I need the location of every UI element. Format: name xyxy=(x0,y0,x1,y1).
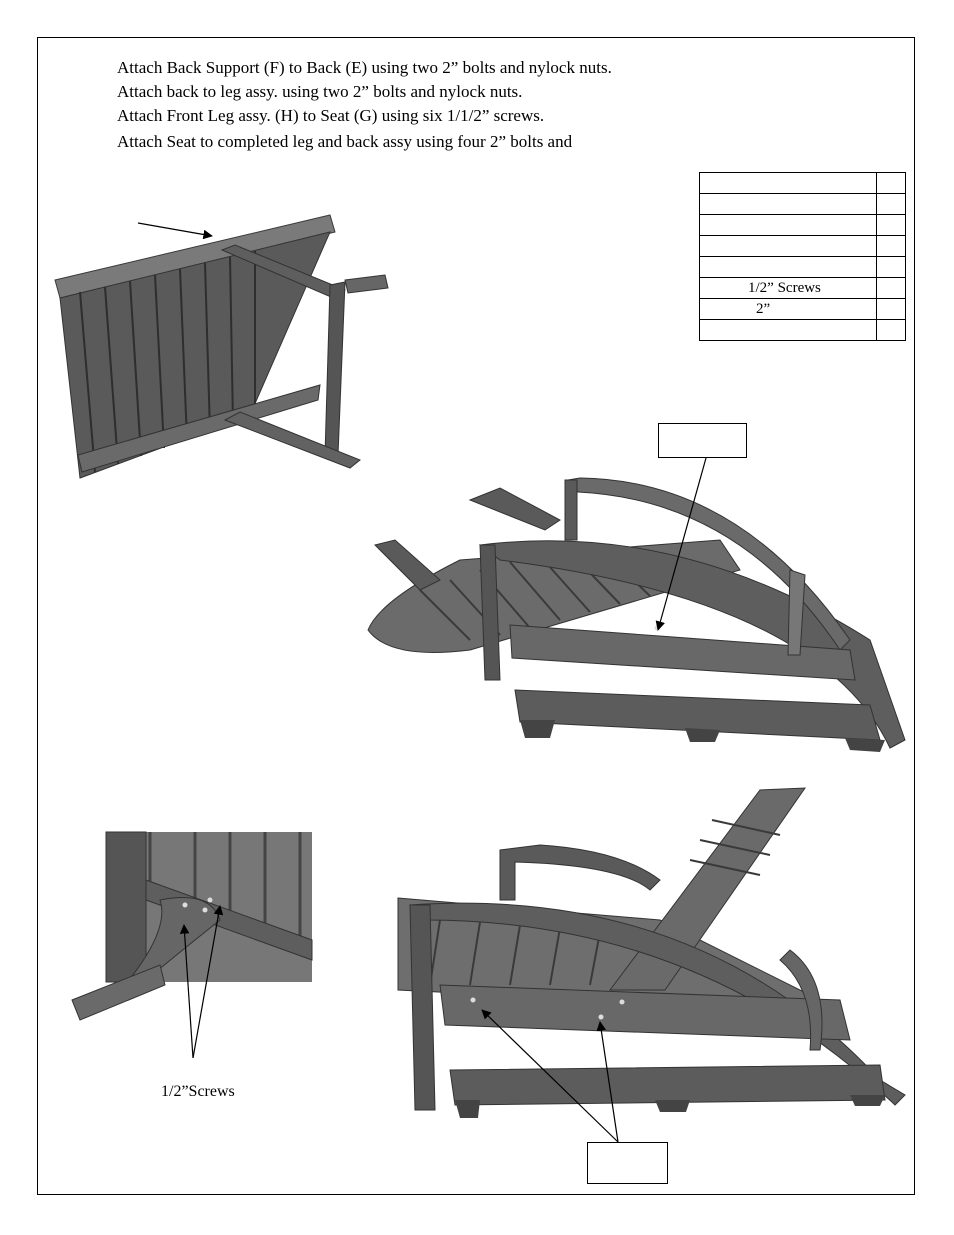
screws-label: 1/2”Screws xyxy=(161,1083,235,1100)
back-assembly-image xyxy=(55,215,388,478)
instruction-line-2: Attach back to leg assy. using two 2” bolts and nylock nuts. xyxy=(117,82,523,101)
instruction-line-4: Attach Seat to completed leg and back assy using four 2” bolts and xyxy=(117,132,573,151)
front-leg-closeup-image xyxy=(72,832,312,1058)
part-name: 2” xyxy=(700,299,877,320)
completed-chaise-image xyxy=(398,788,905,1142)
instruction-line-3: Attach Front Leg assy. (H) to Seat (G) using six 1/1/2” screws. xyxy=(117,106,545,125)
chaise-seat-image xyxy=(368,458,905,752)
instruction-line-1: Attach Back Support (F) to Back (E) using two 2” bolts and nylock nuts. xyxy=(117,58,612,77)
part-name: 1/2” Screws xyxy=(700,278,877,299)
